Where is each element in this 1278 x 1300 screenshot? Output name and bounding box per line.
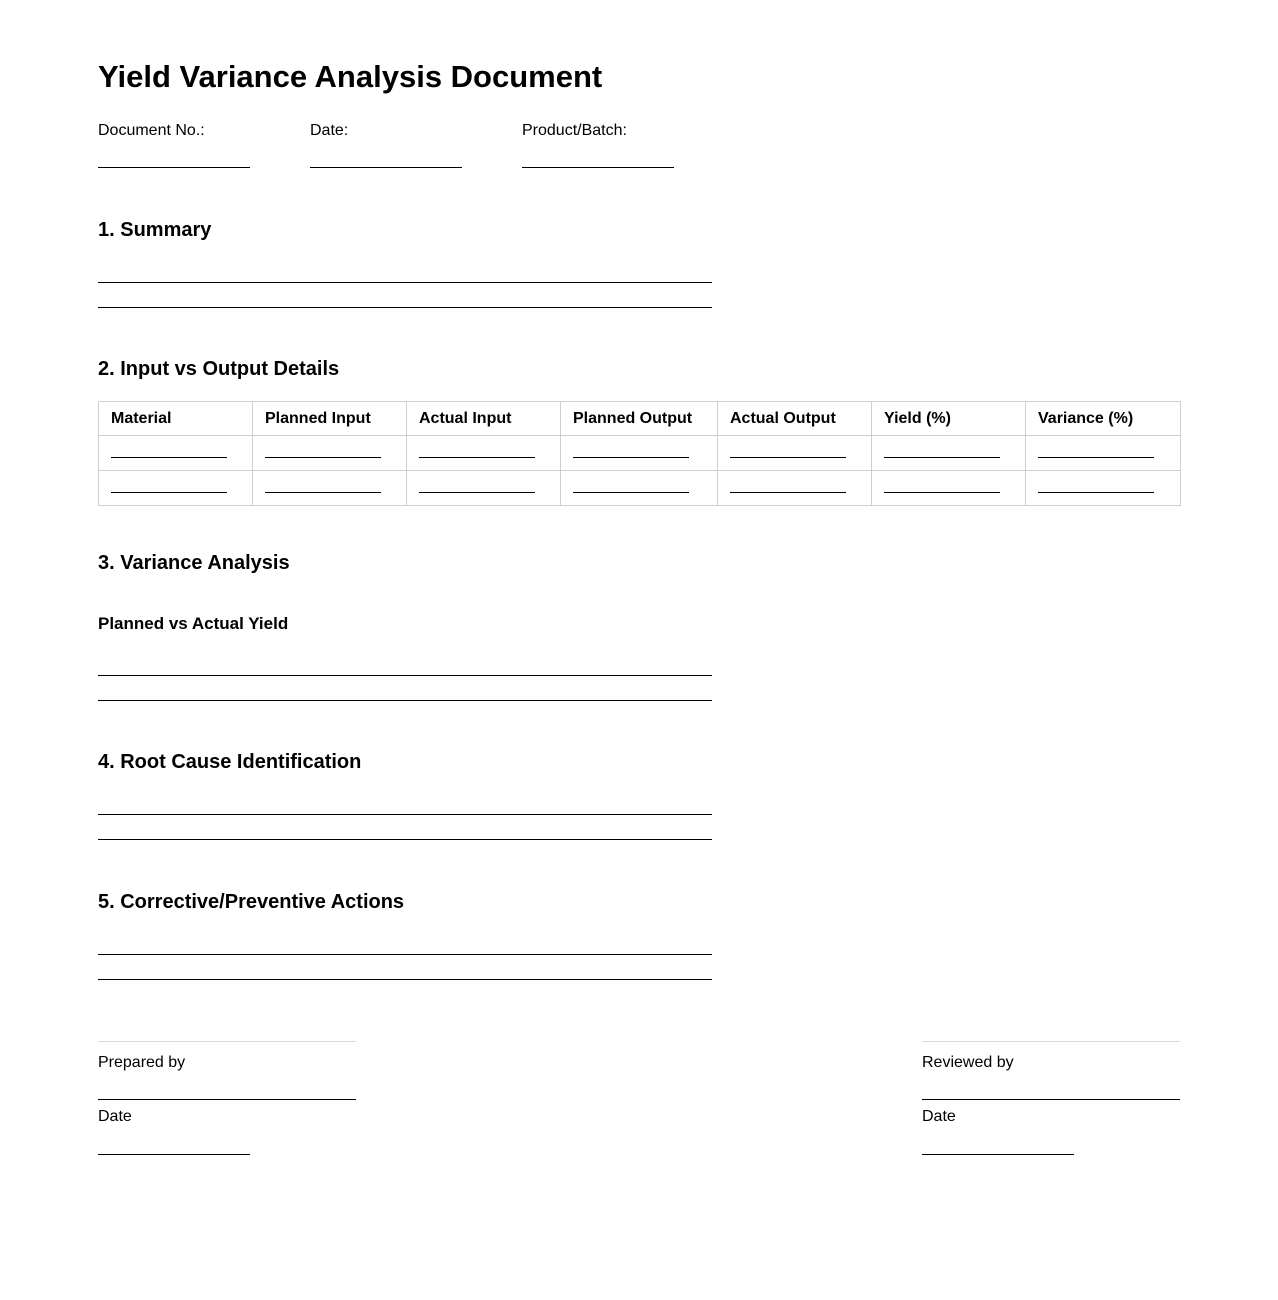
actions-line[interactable] [98,979,712,980]
table-cell[interactable] [99,436,253,471]
table-cell[interactable] [407,436,561,471]
section-input-output-heading: 2. Input vs Output Details [98,358,340,380]
column-header-material: Material [99,402,253,436]
root-cause-line[interactable] [98,839,712,840]
column-header-variance: Variance (%) [1026,402,1181,436]
variance-line[interactable] [98,675,712,676]
reviewed-by-label: Reviewed by [922,1054,1014,1071]
product-batch-field [522,120,674,142]
table-row [99,471,1181,506]
root-cause-line[interactable] [98,814,712,815]
cell-blank-line [1038,457,1154,458]
column-header-planned-input: Planned Input [253,402,407,436]
section-summary-heading: 1. Summary [98,219,212,241]
table-header-row [99,402,1181,436]
table-cell[interactable] [872,471,1026,506]
product-batch-blank[interactable] [522,167,674,168]
table-cell[interactable] [1026,436,1181,471]
section-actions-heading: 5. Corrective/Preventive Actions [98,891,405,913]
table-cell[interactable] [99,471,253,506]
section-root-cause-heading: 4. Root Cause Identification [98,751,362,773]
table-cell[interactable] [1026,471,1181,506]
table-row [99,436,1181,471]
table-cell[interactable] [253,471,407,506]
reviewed-date-label: Date [922,1108,956,1125]
product-batch-label: Product/Batch: [522,122,627,139]
column-header-planned-output: Planned Output [561,402,718,436]
date-label: Date: [310,122,349,139]
document-no-blank[interactable] [98,167,250,168]
prepared-by-signature-line[interactable] [98,1099,356,1100]
cell-blank-line [419,457,535,458]
summary-line[interactable] [98,307,712,308]
input-output-table [98,401,1181,506]
variance-subheading: Planned vs Actual Yield [98,614,289,633]
cell-blank-line [111,457,227,458]
page-title: Yield Variance Analysis Document [98,59,603,94]
reviewed-date-line[interactable] [922,1154,1074,1155]
cell-blank-line [573,492,689,493]
section-variance-heading: 3. Variance Analysis [98,552,290,574]
cell-blank-line [884,492,1000,493]
prepared-by-block [98,1041,356,1125]
actions-line[interactable] [98,954,712,955]
reviewed-by-block [922,1041,1180,1125]
summary-line[interactable] [98,282,712,283]
document-no-label: Document No.: [98,122,205,139]
cell-blank-line [573,457,689,458]
table-cell[interactable] [718,436,872,471]
table-cell[interactable] [253,436,407,471]
column-header-actual-output: Actual Output [718,402,872,436]
cell-blank-line [265,457,381,458]
variance-line[interactable] [98,700,712,701]
cell-blank-line [730,492,846,493]
document-no-field [98,120,250,142]
cell-blank-line [884,457,1000,458]
table-cell[interactable] [561,471,718,506]
prepared-date-line[interactable] [98,1154,250,1155]
cell-blank-line [419,492,535,493]
cell-blank-line [111,492,227,493]
table-cell[interactable] [407,471,561,506]
date-blank[interactable] [310,167,462,168]
table-cell[interactable] [872,436,1026,471]
table-cell[interactable] [718,471,872,506]
table-cell[interactable] [561,436,718,471]
prepared-date-label: Date [98,1108,132,1125]
column-header-actual-input: Actual Input [407,402,561,436]
cell-blank-line [265,492,381,493]
column-header-yield: Yield (%) [872,402,1026,436]
reviewed-by-signature-line[interactable] [922,1099,1180,1100]
cell-blank-line [1038,492,1154,493]
prepared-by-label: Prepared by [98,1054,186,1071]
date-field [310,120,462,142]
cell-blank-line [730,457,846,458]
